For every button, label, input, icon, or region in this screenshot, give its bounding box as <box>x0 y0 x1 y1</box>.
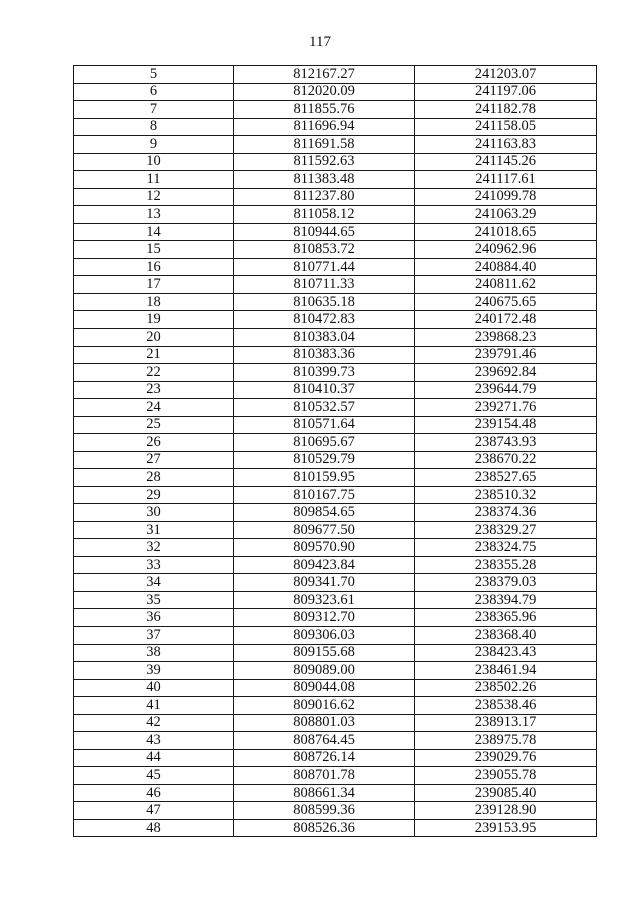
y-coordinate-cell: 238510.32 <box>415 486 597 504</box>
table-row <box>74 802 597 820</box>
table-row <box>74 311 597 329</box>
table-row <box>74 784 597 802</box>
point-number-cell: 44 <box>74 749 234 767</box>
y-coordinate-cell: 239128.90 <box>415 802 597 820</box>
point-number-cell: 35 <box>74 591 234 609</box>
table-row <box>74 188 597 206</box>
x-coordinate-cell: 809089.00 <box>234 662 415 680</box>
y-coordinate-cell: 238670.22 <box>415 451 597 469</box>
x-coordinate-cell: 809323.61 <box>234 591 415 609</box>
table-row <box>74 627 597 645</box>
point-number-cell: 6 <box>74 83 234 101</box>
x-coordinate-cell: 810853.72 <box>234 241 415 259</box>
table-row <box>74 66 597 84</box>
table-row <box>74 83 597 101</box>
table-row <box>74 662 597 680</box>
point-number-cell: 14 <box>74 223 234 241</box>
table-row <box>74 556 597 574</box>
table-row <box>74 171 597 189</box>
x-coordinate-cell: 809677.50 <box>234 521 415 539</box>
x-coordinate-cell: 809016.62 <box>234 697 415 715</box>
page-number: 117 <box>309 34 331 50</box>
point-number-cell: 7 <box>74 101 234 119</box>
x-coordinate-cell: 808599.36 <box>234 802 415 820</box>
y-coordinate-cell: 239085.40 <box>415 784 597 802</box>
x-coordinate-cell: 811691.58 <box>234 136 415 154</box>
y-coordinate-cell: 238461.94 <box>415 662 597 680</box>
point-number-cell: 21 <box>74 346 234 364</box>
point-number-cell: 47 <box>74 802 234 820</box>
y-coordinate-cell: 239791.46 <box>415 346 597 364</box>
point-number-cell: 15 <box>74 241 234 259</box>
x-coordinate-cell: 810771.44 <box>234 258 415 276</box>
point-number-cell: 20 <box>74 328 234 346</box>
coordinates-table-body <box>74 66 597 837</box>
y-coordinate-cell: 240962.96 <box>415 241 597 259</box>
y-coordinate-cell: 239692.84 <box>415 364 597 382</box>
point-number-cell: 9 <box>74 136 234 154</box>
y-coordinate-cell: 238527.65 <box>415 469 597 487</box>
point-number-cell: 48 <box>74 819 234 837</box>
y-coordinate-cell: 241203.07 <box>415 66 597 84</box>
point-number-cell: 5 <box>74 66 234 84</box>
x-coordinate-cell: 811592.63 <box>234 153 415 171</box>
table-row <box>74 679 597 697</box>
point-number-cell: 13 <box>74 206 234 224</box>
y-coordinate-cell: 240811.62 <box>415 276 597 294</box>
table-row <box>74 153 597 171</box>
table-row <box>74 539 597 557</box>
x-coordinate-cell: 811855.76 <box>234 101 415 119</box>
x-coordinate-cell: 810529.79 <box>234 451 415 469</box>
table-row <box>74 118 597 136</box>
table-row <box>74 416 597 434</box>
coordinates-table <box>73 65 597 837</box>
y-coordinate-cell: 238365.96 <box>415 609 597 627</box>
y-coordinate-cell: 239271.76 <box>415 399 597 417</box>
x-coordinate-cell: 810695.67 <box>234 434 415 452</box>
point-number-cell: 32 <box>74 539 234 557</box>
y-coordinate-cell: 239153.95 <box>415 819 597 837</box>
x-coordinate-cell: 809423.84 <box>234 556 415 574</box>
y-coordinate-cell: 238913.17 <box>415 714 597 732</box>
point-number-cell: 18 <box>74 293 234 311</box>
point-number-cell: 23 <box>74 381 234 399</box>
x-coordinate-cell: 810383.04 <box>234 328 415 346</box>
point-number-cell: 17 <box>74 276 234 294</box>
table-row <box>74 469 597 487</box>
x-coordinate-cell: 811058.12 <box>234 206 415 224</box>
point-number-cell: 8 <box>74 118 234 136</box>
table-row <box>74 749 597 767</box>
table-row <box>74 714 597 732</box>
y-coordinate-cell: 238374.36 <box>415 504 597 522</box>
x-coordinate-cell: 810571.64 <box>234 416 415 434</box>
table-row <box>74 434 597 452</box>
y-coordinate-cell: 238329.27 <box>415 521 597 539</box>
point-number-cell: 12 <box>74 188 234 206</box>
table-row <box>74 609 597 627</box>
point-number-cell: 34 <box>74 574 234 592</box>
y-coordinate-cell: 239029.76 <box>415 749 597 767</box>
x-coordinate-cell: 810944.65 <box>234 223 415 241</box>
table-row <box>74 574 597 592</box>
point-number-cell: 40 <box>74 679 234 697</box>
point-number-cell: 30 <box>74 504 234 522</box>
x-coordinate-cell: 808526.36 <box>234 819 415 837</box>
y-coordinate-cell: 239868.23 <box>415 328 597 346</box>
table-row <box>74 451 597 469</box>
table-row <box>74 136 597 154</box>
point-number-cell: 42 <box>74 714 234 732</box>
x-coordinate-cell: 808726.14 <box>234 749 415 767</box>
x-coordinate-cell: 810399.73 <box>234 364 415 382</box>
point-number-cell: 41 <box>74 697 234 715</box>
y-coordinate-cell: 238538.46 <box>415 697 597 715</box>
table-row <box>74 206 597 224</box>
table-row <box>74 732 597 750</box>
point-number-cell: 33 <box>74 556 234 574</box>
y-coordinate-cell: 239644.79 <box>415 381 597 399</box>
point-number-cell: 45 <box>74 767 234 785</box>
y-coordinate-cell: 238379.03 <box>415 574 597 592</box>
x-coordinate-cell: 812020.09 <box>234 83 415 101</box>
x-coordinate-cell: 810635.18 <box>234 293 415 311</box>
x-coordinate-cell: 809312.70 <box>234 609 415 627</box>
x-coordinate-cell: 808764.45 <box>234 732 415 750</box>
table-row <box>74 819 597 837</box>
table-row <box>74 486 597 504</box>
table-row <box>74 591 597 609</box>
point-number-cell: 16 <box>74 258 234 276</box>
table-row <box>74 767 597 785</box>
x-coordinate-cell: 809341.70 <box>234 574 415 592</box>
y-coordinate-cell: 241158.05 <box>415 118 597 136</box>
y-coordinate-cell: 240675.65 <box>415 293 597 311</box>
x-coordinate-cell: 808801.03 <box>234 714 415 732</box>
x-coordinate-cell: 810383.36 <box>234 346 415 364</box>
x-coordinate-cell: 811237.80 <box>234 188 415 206</box>
y-coordinate-cell: 238423.43 <box>415 644 597 662</box>
y-coordinate-cell: 241197.06 <box>415 83 597 101</box>
y-coordinate-cell: 241182.78 <box>415 101 597 119</box>
x-coordinate-cell: 810711.33 <box>234 276 415 294</box>
point-number-cell: 11 <box>74 171 234 189</box>
y-coordinate-cell: 238324.75 <box>415 539 597 557</box>
table-row <box>74 223 597 241</box>
point-number-cell: 29 <box>74 486 234 504</box>
y-coordinate-cell: 241145.26 <box>415 153 597 171</box>
point-number-cell: 26 <box>74 434 234 452</box>
table-row <box>74 644 597 662</box>
x-coordinate-cell: 810532.57 <box>234 399 415 417</box>
table-row <box>74 328 597 346</box>
y-coordinate-cell: 238368.40 <box>415 627 597 645</box>
point-number-cell: 38 <box>74 644 234 662</box>
point-number-cell: 46 <box>74 784 234 802</box>
table-row <box>74 101 597 119</box>
x-coordinate-cell: 809044.08 <box>234 679 415 697</box>
y-coordinate-cell: 240884.40 <box>415 258 597 276</box>
point-number-cell: 24 <box>74 399 234 417</box>
y-coordinate-cell: 241063.29 <box>415 206 597 224</box>
table-row <box>74 697 597 715</box>
table-row <box>74 364 597 382</box>
y-coordinate-cell: 241099.78 <box>415 188 597 206</box>
x-coordinate-cell: 808661.34 <box>234 784 415 802</box>
table-row <box>74 276 597 294</box>
point-number-cell: 36 <box>74 609 234 627</box>
point-number-cell: 10 <box>74 153 234 171</box>
table-row <box>74 399 597 417</box>
y-coordinate-cell: 238502.26 <box>415 679 597 697</box>
y-coordinate-cell: 238394.79 <box>415 591 597 609</box>
coordinates-table-container <box>73 65 596 837</box>
y-coordinate-cell: 239055.78 <box>415 767 597 785</box>
point-number-cell: 28 <box>74 469 234 487</box>
y-coordinate-cell: 240172.48 <box>415 311 597 329</box>
point-number-cell: 31 <box>74 521 234 539</box>
point-number-cell: 25 <box>74 416 234 434</box>
y-coordinate-cell: 239154.48 <box>415 416 597 434</box>
table-row <box>74 504 597 522</box>
x-coordinate-cell: 809570.90 <box>234 539 415 557</box>
point-number-cell: 27 <box>74 451 234 469</box>
table-row <box>74 381 597 399</box>
x-coordinate-cell: 810167.75 <box>234 486 415 504</box>
table-row <box>74 258 597 276</box>
table-row <box>74 521 597 539</box>
x-coordinate-cell: 809155.68 <box>234 644 415 662</box>
y-coordinate-cell: 238743.93 <box>415 434 597 452</box>
x-coordinate-cell: 809306.03 <box>234 627 415 645</box>
table-row <box>74 241 597 259</box>
point-number-cell: 22 <box>74 364 234 382</box>
table-row <box>74 293 597 311</box>
x-coordinate-cell: 809854.65 <box>234 504 415 522</box>
point-number-cell: 43 <box>74 732 234 750</box>
x-coordinate-cell: 810159.95 <box>234 469 415 487</box>
x-coordinate-cell: 808701.78 <box>234 767 415 785</box>
y-coordinate-cell: 241117.61 <box>415 171 597 189</box>
y-coordinate-cell: 238975.78 <box>415 732 597 750</box>
point-number-cell: 37 <box>74 627 234 645</box>
x-coordinate-cell: 810410.37 <box>234 381 415 399</box>
x-coordinate-cell: 810472.83 <box>234 311 415 329</box>
y-coordinate-cell: 241018.65 <box>415 223 597 241</box>
point-number-cell: 39 <box>74 662 234 680</box>
y-coordinate-cell: 241163.83 <box>415 136 597 154</box>
x-coordinate-cell: 812167.27 <box>234 66 415 84</box>
point-number-cell: 19 <box>74 311 234 329</box>
x-coordinate-cell: 811696.94 <box>234 118 415 136</box>
table-row <box>74 346 597 364</box>
y-coordinate-cell: 238355.28 <box>415 556 597 574</box>
x-coordinate-cell: 811383.48 <box>234 171 415 189</box>
